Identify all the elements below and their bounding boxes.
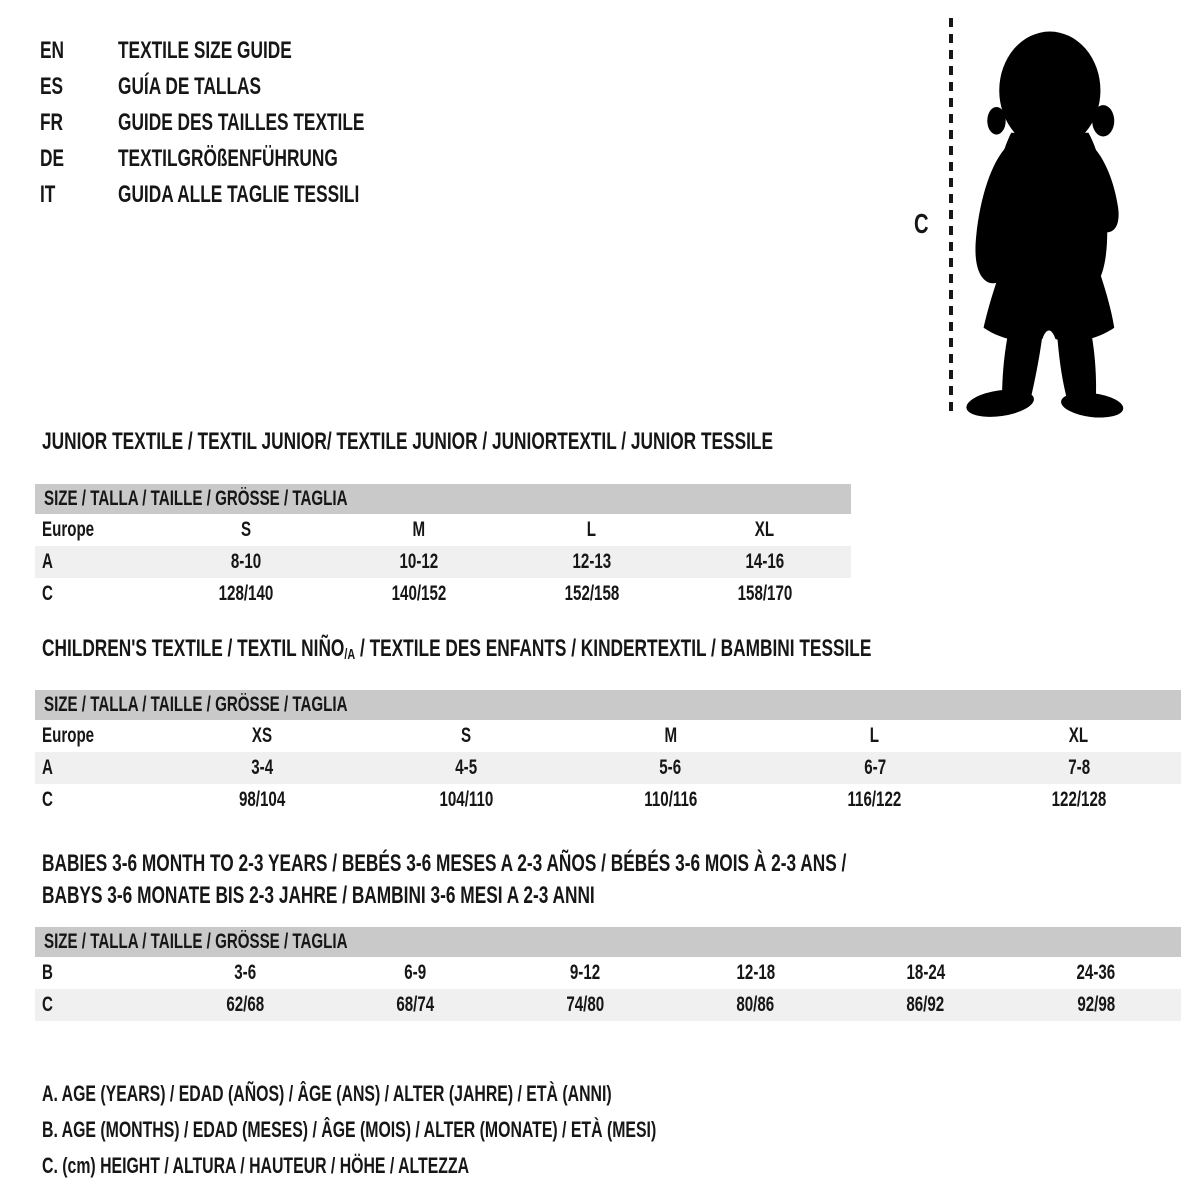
cell-text: 7-8 — [1067, 756, 1090, 779]
cell-text: 24-36 — [1076, 961, 1116, 984]
table-row-height — [35, 784, 1181, 816]
table-cell — [678, 550, 851, 574]
language-title — [118, 37, 359, 65]
section-title-junior — [42, 430, 1057, 454]
baby-toddler-silhouette-icon — [956, 20, 1140, 424]
language-code-text: EN — [40, 37, 65, 64]
children-title-sub: /A — [344, 646, 356, 663]
size-header-label: SIZE / TALLA / TAILLE / GRÖSSE / TAGLIA — [44, 930, 348, 953]
row-label-text: Europe — [42, 724, 95, 747]
cell-text: L — [587, 518, 597, 541]
cell-text: 62/68 — [226, 993, 265, 1016]
language-code — [40, 181, 118, 209]
table-cell — [333, 550, 506, 574]
language-title-text: GUÍA DE TALLAS — [118, 73, 262, 100]
language-code — [40, 145, 118, 173]
cell-text: 12-13 — [572, 550, 612, 573]
table-cell — [977, 724, 1181, 748]
children-size-table — [35, 690, 1181, 816]
cell-text: 4-5 — [455, 756, 478, 779]
cell-text: 18-24 — [906, 961, 946, 984]
language-title-text: TEXTILE SIZE GUIDE — [118, 37, 292, 64]
table-cell — [773, 788, 977, 812]
table-cell — [330, 961, 500, 985]
cell-text: 14-16 — [745, 550, 784, 573]
legend-line-c — [42, 1148, 895, 1184]
cell-text: 80/86 — [736, 993, 775, 1016]
size-header-label: SIZE / TALLA / TAILLE / GRÖSSE / TAGLIA — [44, 693, 348, 716]
cell-text: 6-7 — [863, 756, 886, 779]
cell-text: 128/140 — [219, 582, 274, 605]
cell-text: 140/152 — [391, 582, 447, 605]
table-cell — [500, 993, 670, 1017]
table-row-height — [35, 578, 851, 610]
row-label — [35, 961, 160, 985]
table-cell — [364, 788, 568, 812]
language-code — [40, 37, 118, 65]
cell-text: XL — [1069, 724, 1089, 747]
table-cell — [568, 788, 772, 812]
babies-title-line1: BABIES 3-6 MONTH TO 2-3 YEARS / BEBÉS 3-6 MESES A 2-3 AÑOS / BÉBÉS 3-6 MOIS À 2-3 ANS / — [42, 850, 847, 877]
language-title-text: GUIDE DES TAILLES TEXTILE — [118, 109, 365, 136]
table-cell — [333, 582, 506, 606]
size-header-bar — [35, 927, 1181, 957]
cell-text: 12-18 — [736, 961, 775, 984]
table-cell — [671, 961, 841, 985]
row-label — [35, 582, 160, 606]
cell-text: 152/158 — [564, 582, 620, 605]
measurement-legend — [42, 1076, 895, 1184]
language-row-es — [40, 69, 460, 105]
legend-line-a — [42, 1076, 895, 1112]
table-cell — [773, 756, 977, 780]
size-header-bar — [35, 484, 851, 514]
legend-line-b-text: B. AGE (MONTHS) / EDAD (MESES) / ÂGE (MOIS) / ALTER (MONATE) / ETÀ (MESI) — [42, 1117, 657, 1142]
language-row-en — [40, 33, 460, 69]
table-row-age-months — [35, 957, 1181, 989]
cell-text: S — [241, 518, 252, 541]
legend-line-a-text: A. AGE (YEARS) / EDAD (AÑOS) / ÂGE (ANS) / ALTER (JAHRE) / ETÀ (ANNI) — [42, 1081, 612, 1106]
cell-text: 110/116 — [644, 788, 697, 811]
cell-text: 86/92 — [906, 993, 945, 1016]
cell-text: 92/98 — [1077, 993, 1115, 1016]
cell-text: 104/110 — [439, 788, 494, 811]
table-cell — [506, 550, 679, 574]
row-label — [35, 724, 160, 748]
table-row-europe — [35, 720, 1181, 752]
row-label-text: Europe — [42, 518, 95, 541]
section-title-children — [42, 637, 1194, 667]
cell-text: 6-9 — [404, 961, 427, 984]
table-cell — [160, 518, 333, 542]
table-cell — [977, 788, 1181, 812]
cell-text: 9-12 — [570, 961, 601, 984]
language-title-list — [40, 33, 460, 213]
section-title-children-text — [42, 637, 871, 667]
legend-line-b — [42, 1112, 895, 1148]
language-row-it — [40, 177, 460, 213]
row-label — [35, 756, 160, 780]
cell-text: 10-12 — [399, 550, 439, 573]
table-cell — [1011, 961, 1181, 985]
height-label-text: C — [914, 208, 929, 239]
table-cell — [160, 724, 364, 748]
table-cell — [1011, 993, 1181, 1017]
language-title — [118, 181, 453, 209]
row-label-text: B — [42, 961, 53, 984]
language-title — [118, 145, 423, 173]
cell-text: 74/80 — [566, 993, 605, 1016]
table-cell — [841, 993, 1011, 1017]
cell-text: XS — [252, 724, 273, 747]
row-label — [35, 993, 160, 1017]
language-title-text: TEXTILGRÖßENFÜHRUNG — [118, 145, 338, 172]
babies-size-table — [35, 927, 1181, 1021]
table-cell — [364, 724, 568, 748]
table-cell — [364, 756, 568, 780]
language-row-fr — [40, 105, 460, 141]
children-title-suffix: / TEXTILE DES ENFANTS / KINDERTEXTIL / BAMBINI TESSILE — [355, 635, 872, 662]
language-title — [118, 109, 460, 137]
cell-text: L — [870, 724, 880, 747]
table-cell — [330, 993, 500, 1017]
cell-text: 122/128 — [1051, 788, 1107, 811]
language-code — [40, 73, 118, 101]
cell-text: M — [664, 724, 677, 747]
table-cell — [568, 724, 772, 748]
table-cell — [160, 788, 364, 812]
row-label — [35, 518, 160, 542]
language-code-text: FR — [40, 109, 64, 136]
cell-text: 3-4 — [251, 756, 274, 779]
row-label — [35, 550, 160, 574]
cell-text: 98/104 — [238, 788, 286, 811]
language-code-text: DE — [40, 145, 65, 172]
table-cell — [568, 756, 772, 780]
language-code-text: IT — [40, 181, 56, 208]
row-label-text: A — [42, 756, 53, 779]
cell-text: S — [461, 724, 472, 747]
cell-text: 8-10 — [231, 550, 262, 573]
table-cell — [160, 961, 330, 985]
table-cell — [160, 550, 333, 574]
table-row-europe — [35, 514, 851, 546]
table-row-age — [35, 752, 1181, 784]
row-label-text: C — [42, 993, 53, 1016]
table-cell — [678, 582, 851, 606]
cell-text: M — [412, 518, 426, 541]
table-cell — [333, 518, 506, 542]
size-header-label: SIZE / TALLA / TAILLE / GRÖSSE / TAGLIA — [44, 487, 348, 510]
cell-text: 68/74 — [396, 993, 435, 1016]
section-title-babies — [42, 848, 1159, 912]
table-cell — [506, 518, 679, 542]
row-label-text: C — [42, 788, 53, 811]
language-title-text: GUIDA ALLE TAGLIE TESSILI — [118, 181, 360, 208]
babies-title-line2: BABYS 3-6 MONATE BIS 2-3 JAHRE / BAMBINI 3-6 MESI A 2-3 ANNI — [42, 882, 595, 909]
cell-text: XL — [754, 518, 775, 541]
language-row-de — [40, 141, 460, 177]
cell-text: 158/170 — [737, 582, 792, 605]
cell-text: 116/122 — [847, 788, 902, 811]
junior-size-table — [35, 484, 851, 610]
language-code — [40, 109, 118, 137]
table-cell — [671, 993, 841, 1017]
legend-line-c-text: C. (cm) HEIGHT / ALTURA / HAUTEUR / HÖHE / ALTEZZA — [42, 1153, 470, 1178]
table-cell — [678, 518, 851, 542]
table-cell — [500, 961, 670, 985]
language-code-text: ES — [40, 73, 64, 100]
row-label — [35, 788, 160, 812]
height-measure-dashed-line — [949, 18, 953, 418]
children-title-prefix: CHILDREN'S TEXTILE / TEXTIL NIÑO — [42, 635, 345, 662]
table-cell — [773, 724, 977, 748]
size-header-bar — [35, 690, 1181, 720]
section-title-junior-text: JUNIOR TEXTILE / TEXTIL JUNIOR/ TEXTILE JUNIOR / JUNIORTEXTIL / JUNIOR TESSILE — [42, 428, 773, 455]
table-cell — [977, 756, 1181, 780]
table-row-height — [35, 989, 1181, 1021]
table-row-age — [35, 546, 851, 578]
row-label-text: A — [42, 550, 53, 573]
row-label-text: C — [42, 582, 53, 605]
table-cell — [160, 756, 364, 780]
cell-text: 5-6 — [659, 756, 682, 779]
table-cell — [160, 582, 333, 606]
table-cell — [841, 961, 1011, 985]
height-label-c — [914, 210, 934, 238]
table-cell — [160, 993, 330, 1017]
cell-text: 3-6 — [234, 961, 257, 984]
table-cell — [506, 582, 679, 606]
language-title — [118, 73, 317, 101]
